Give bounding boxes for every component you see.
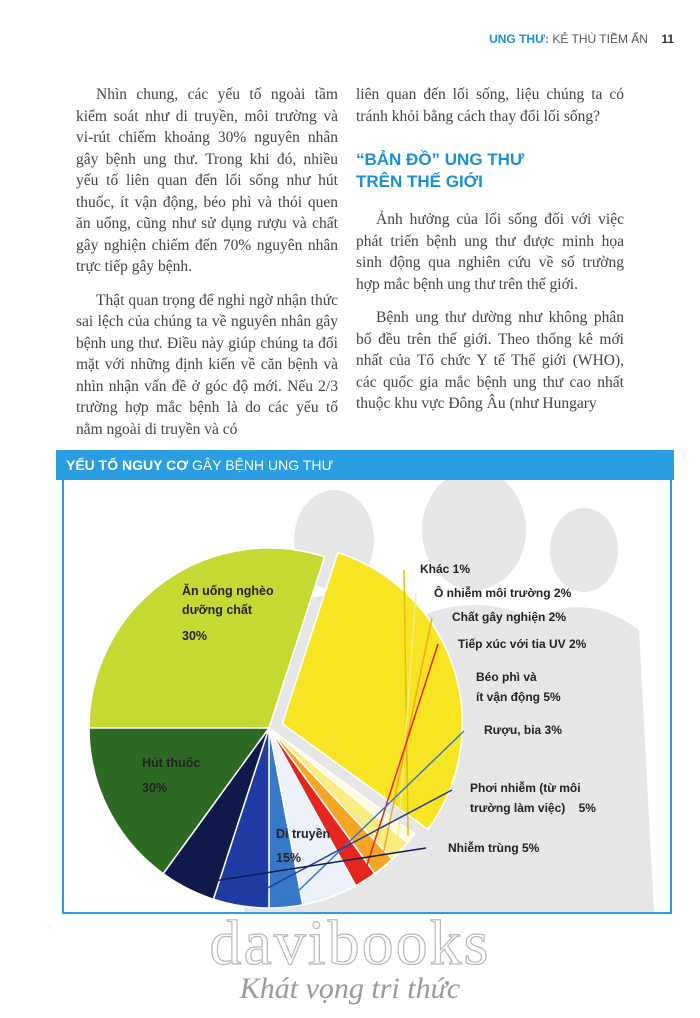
outer-label-phoi-nhiem-1: Phơi nhiễm (từ môi [470,781,581,795]
outer-label-khac: Khác 1% [420,562,471,576]
outer-label-nhiem-trung: Nhiễm trùng 5% [448,841,540,855]
label-di-truyen-value: 15% [276,851,302,865]
left-paragraph-1: Nhìn chung, các yếu tố ngoài tầm kiểm soát như di truyền, môi trường và vi-rút chiếm khoảng 30% nguyên nhân gây bệnh ung thư. Trong khi đó, nhiều yếu tố liên quan đến lối sống như hút thuốc, ít vận động, béo phì và thói quen ăn uống, cũng như sử dụng rượu và chất gây nghiện chiếm đến 70% nguyên nhân trực tiếp gây bệnh. [76,86,338,275]
figure-title-bold: YẾU TỐ NGUY CƠ [66,457,189,473]
page-number: 11 [661,32,674,46]
label-an-uong-line2: dưỡng chất [182,603,253,617]
outer-label-chat-gay-nghien: Chất gây nghiện 2% [452,610,567,624]
outer-label-ruou-bia: Rượu, bia 3% [484,723,562,737]
outer-label-phoi-nhiem-2: trường làm việc) 5% [470,801,596,815]
section-title-line-1: “BẢN ĐỒ” UNG THƯ [356,150,525,169]
right-paragraph-1: Ảnh hưởng của lối sống đối với việc phát triển bệnh ung thư được minh họa sinh động qua nghiên cứu về số trường hợp mắc bệnh ung thư trên thế giới. [356,211,624,293]
label-di-truyen: Di truyền [276,827,331,841]
watermark-slogan: Khát vọng tri thức [239,972,461,1005]
pie-chart [64,480,670,912]
header-title-colored: UNG THƯ: [489,32,550,46]
figure-box [62,480,672,914]
figure-title-rest: GÂY BỆNH UNG THƯ [192,457,334,473]
left-paragraph-2: Thật quan trọng để nghi ngờ nhận thức sai lệch của chúng ta về nguyên nhân gây bệnh ung thư. Điều này giúp chúng ta đối mặt với những định kiến về căn bệnh và nhìn nhận vấn đề ở góc độ mới. Nếu 2/3 trường hợp mắc bệnh là do các yếu tố nằm ngoài di truyền và có [76,291,338,438]
label-hut-thuoc: Hút thuốc [142,756,201,770]
right-paragraph-2: Bệnh ung thư dường như không phân bố đều trên thế giới. Theo thống kê mới nhất của Tổ chức Y tế Thế giới (WHO), các quốc gia mắc bệnh ung thư cao nhất thuộc khu vực Đông Âu (như Hungary [356,309,624,412]
right-continuation: liên quan đến lối sống, liệu chúng ta có tránh khỏi bằng cách thay đổi lối sống? [356,86,624,125]
outer-label-beo-phi-1: Béo phì và [476,670,537,684]
label-hut-thuoc-value: 30% [142,781,168,795]
outer-label-o-nhiem: Ô nhiễm môi trường 2% [434,586,572,600]
section-title [356,149,624,193]
watermark-brand: davibooks [209,907,491,978]
outer-label-beo-phi-2: ít vận động 5% [476,690,561,704]
header-title-rest: KẺ THÙ TIỀM ẨN [552,32,648,46]
label-an-uong-line1: Ăn uống nghèo [182,584,274,598]
figure-title-bar [56,450,674,480]
label-an-uong-value: 30% [182,629,208,643]
running-header [489,32,674,46]
right-text-column [356,84,624,427]
section-title-line-2: TRÊN THẾ GIỚI [356,172,483,191]
left-text-column [76,84,338,452]
outer-label-tia-uv: Tiếp xúc với tia UV 2% [458,637,587,651]
